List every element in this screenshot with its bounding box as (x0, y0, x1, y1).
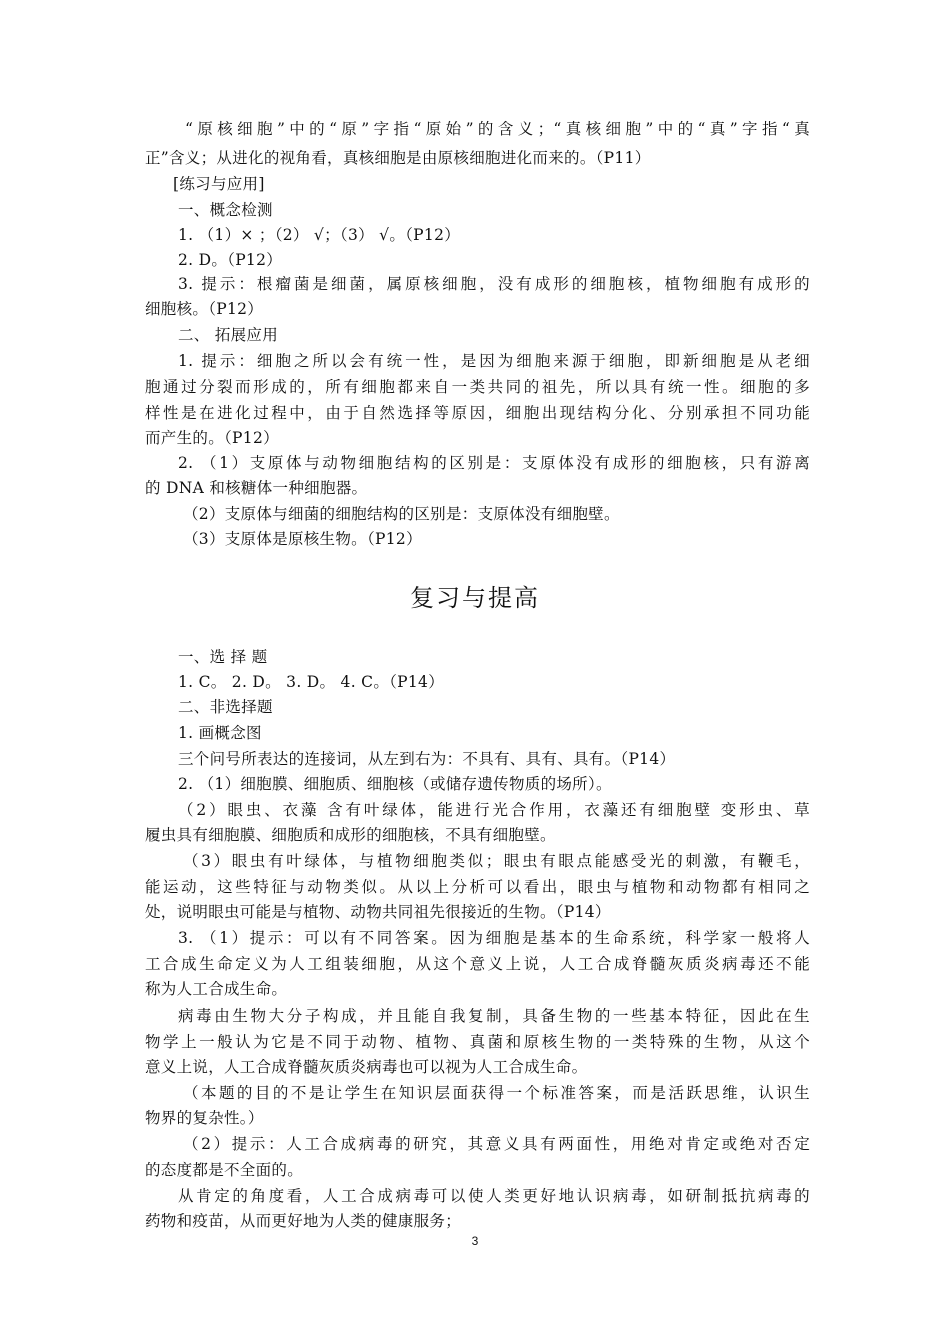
text-line: 二、 拓展应用 (178, 326, 279, 344)
text-line: 意义上说，人工合成脊髓灰质炎病毒也可以视为人工合成生命。 (145, 1058, 588, 1076)
text-line: 一、概念检测 (178, 201, 273, 219)
text-line: 一、选 择 题 (178, 648, 268, 666)
text-line: 正”含义；从进化的视角看，真核细胞是由原核细胞进化而来的。（P11） (145, 149, 651, 167)
text-line: “原核细胞”中的“原”字指“原始”的含义；“真核细胞”中的“真”字指“真 (185, 120, 810, 138)
text-line: 三个问号所表达的连接词，从左到右为：不具有、具有、具有。（P14） (178, 750, 676, 768)
text-line: 能运动，这些特征与动物类似。从以上分析可以看出，眼虫与植物和动物都有相同之 (145, 878, 810, 896)
text-line: 样性是在进化过程中，由于自然选择等原因，细胞出现结构分化、分别承担不同功能 (145, 404, 810, 422)
page-number: 3 (471, 1234, 479, 1248)
text-line: 1. 画概念图 (178, 724, 262, 742)
text-line: 细胞核。（P12） (145, 300, 264, 318)
text-line: 2. （1）细胞膜、细胞质、细胞核（或储存遗传物质的场所）。 (178, 775, 612, 793)
text-line: 工合成生命定义为人工组装细胞，从这个意义上说，人工合成脊髓灰质炎病毒还不能 (145, 955, 810, 973)
text-line: 从肯定的角度看，人工合成病毒可以使人类更好地认识病毒，如研制抵抗病毒的 (178, 1187, 810, 1205)
text-line: （2）眼虫、衣藻 含有叶绿体，能进行光合作用，衣藻还有细胞壁 变形虫、草 (178, 801, 810, 819)
text-line: 1. 提示：细胞之所以会有统一性，是因为细胞来源于细胞，即新细胞是从老细 (178, 352, 810, 370)
text-line: 二、非选择题 (178, 698, 273, 716)
text-line: 物学上一般认为它是不同于动物、植物、真菌和原核生物的一类特殊的生物，从这个 (145, 1033, 810, 1051)
text-line: 1. （1）× ；（2） √；（3） √。（P12） (178, 226, 461, 244)
text-line: 称为人工合成生命。 (145, 980, 288, 998)
text-line: 物界的复杂性。） (145, 1109, 264, 1127)
text-line: 3. （1）提示：可以有不同答案。因为细胞是基本的生命系统，科学家一般将人 (178, 929, 810, 947)
text-line: 胞通过分裂而形成的，所有细胞都来自一类共同的祖先，所以具有统一性。细胞的多 (145, 378, 810, 396)
text-line: 2. D。（P12） (178, 251, 283, 269)
text-line: 处，说明眼虫可能是与植物、动物共同祖先很接近的生物。（P14） (145, 903, 611, 921)
text-line: （本题的目的不是让学生在知识层面获得一个标准答案，而是活跃思维，认识生 (183, 1084, 810, 1102)
text-line: （3）支原体是原核生物。（P12） (183, 530, 422, 548)
section-heading: 复习与提高 (410, 584, 540, 612)
text-line: 的态度都是不全面的。 (145, 1161, 304, 1179)
text-line: 3. 提示：根瘤菌是细菌，属原核细胞，没有成形的细胞核，植物细胞有成形的 (178, 275, 810, 293)
text-line: 2. （1）支原体与动物细胞结构的区别是：支原体没有成形的细胞核，只有游离 (178, 454, 810, 472)
text-line: 药物和疫苗，从而更好地为人类的健康服务； (145, 1212, 462, 1230)
text-line: 的 DNA 和核糖体一种细胞器。 (145, 479, 368, 497)
text-line: （2）提示：人工合成病毒的研究，其意义具有两面性，用绝对肯定或绝对否定 (183, 1135, 810, 1153)
text-line: （3）眼虫有叶绿体，与植物细胞类似；眼虫有眼点能感受光的刺激，有鞭毛， (183, 852, 810, 870)
text-line: 履虫具有细胞膜、细胞质和成形的细胞核，不具有细胞壁。 (145, 826, 556, 844)
text-line: 病毒由生物大分子构成，并且能自我复制，具备生物的一些基本特征，因此在生 (178, 1007, 810, 1025)
text-line: 1. C。 2. D。 3. D。 4. C。（P14） (178, 673, 445, 691)
text-line: 而产生的。（P12） (145, 429, 279, 447)
text-line: （2）支原体与细菌的细胞结构的区别是：支原体没有细胞壁。 (183, 505, 620, 523)
text-line: [练习与应用] (173, 175, 265, 193)
